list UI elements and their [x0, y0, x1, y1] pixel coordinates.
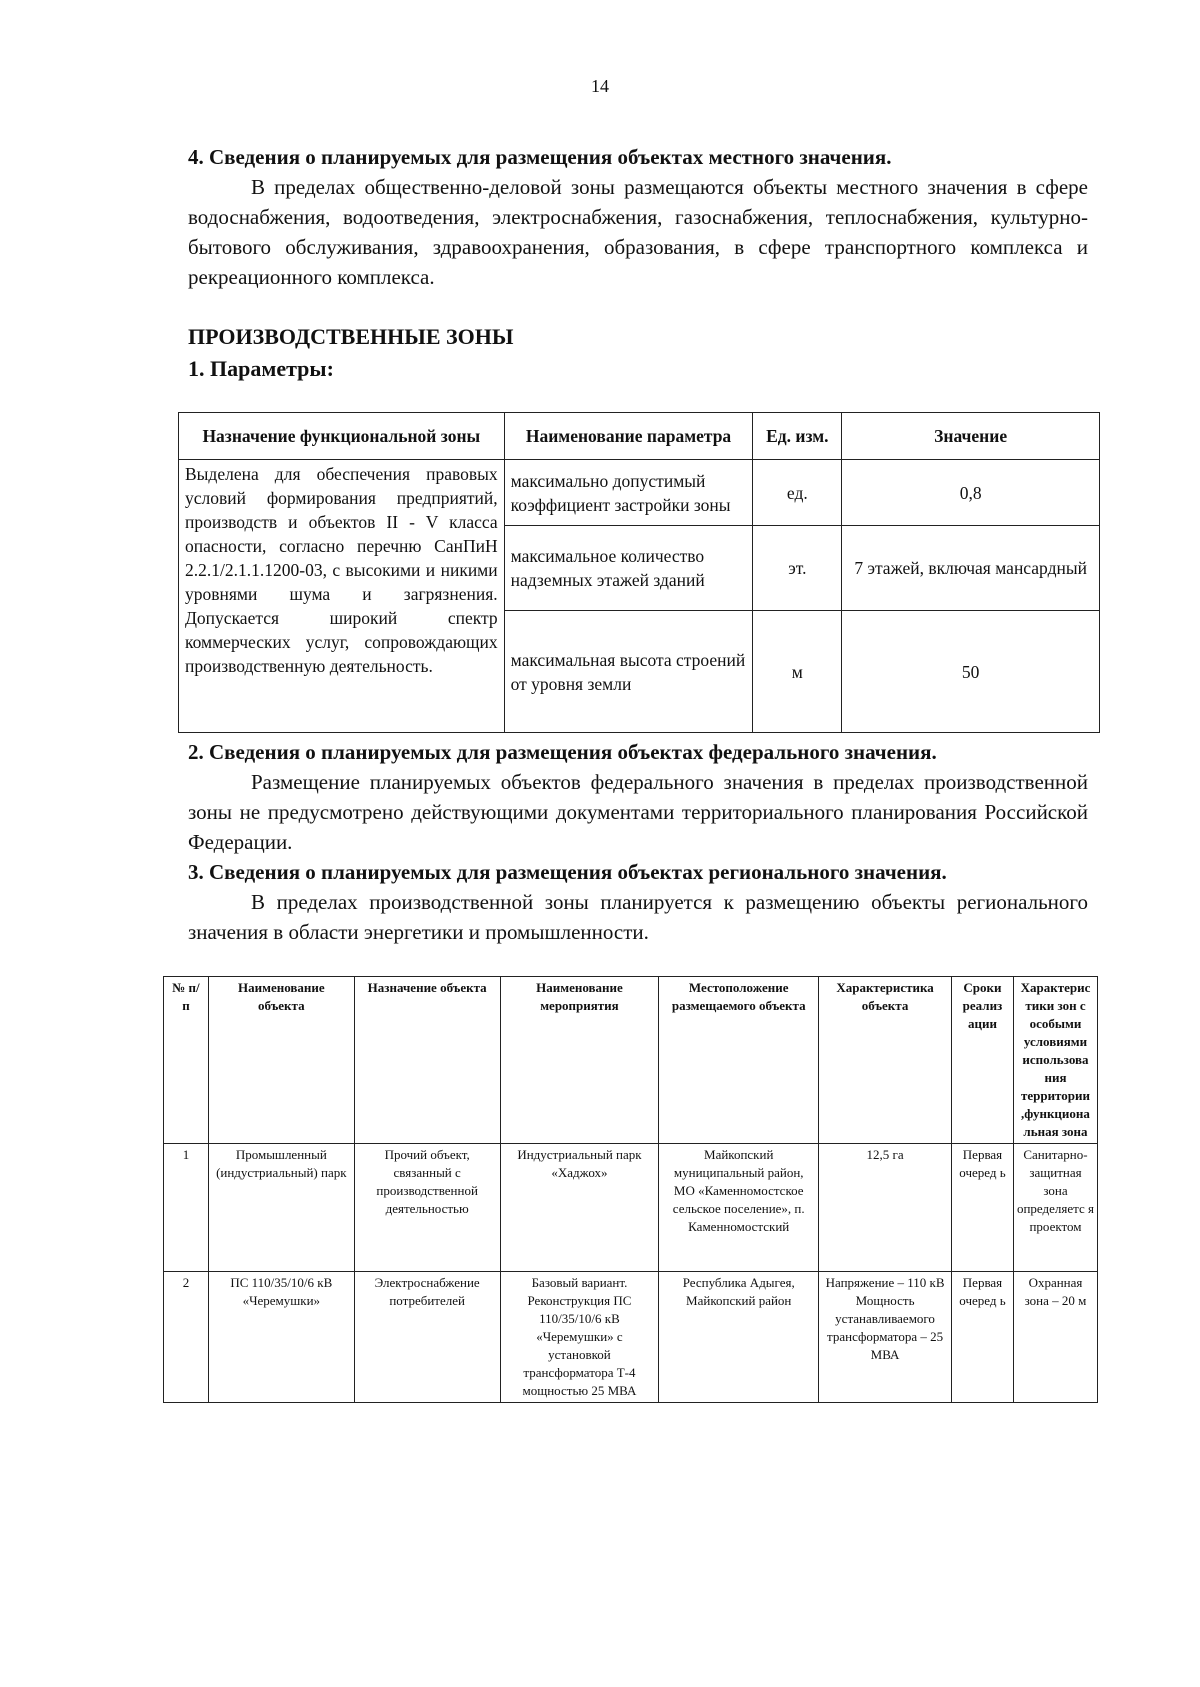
object-name-cell: Промышленный (индустриальный) парк: [208, 1144, 354, 1272]
params-header-purpose: Назначение функциональной зоны: [179, 413, 505, 460]
industrial-zones-title: ПРОИЗВОДСТВЕННЫЕ ЗОНЫ: [188, 324, 514, 349]
params-heading: 1. Параметры:: [188, 356, 334, 381]
object-characteristic-cell: 12,5 га: [819, 1144, 952, 1272]
regional-objects-heading: 3. Сведения о планируемых для размещения объектах регионального значения.: [188, 860, 947, 884]
objects-header-zone: Характерис тики зон с особыми условиями использова ния территории ,функциона льная зона: [1013, 977, 1097, 1144]
regional-objects-section: [188, 857, 1088, 947]
objects-header-activity: Наименование мероприятия: [500, 977, 659, 1144]
objects-header-term: Сроки реализ ации: [952, 977, 1014, 1144]
object-purpose-cell: Электроснабжение потребителей: [354, 1272, 500, 1403]
object-term-cell: Первая очеред ь: [952, 1144, 1014, 1272]
objects-table-row: [164, 1272, 1098, 1403]
object-purpose-cell: Прочий объект, связанный с производственной деятельностью: [354, 1144, 500, 1272]
object-name-cell: ПС 110/35/10/6 кВ «Черемушки»: [208, 1272, 354, 1403]
object-num-cell: 1: [164, 1144, 209, 1272]
object-zone-cell: Санитарно-защитная зона определяетс я проектом: [1013, 1144, 1097, 1272]
industrial-zones-section: [188, 322, 1088, 384]
objects-header-location: Местоположение размещаемого объекта: [659, 977, 819, 1144]
local-objects-heading: 4. Сведения о планируемых для размещения объектах местного значения.: [188, 145, 892, 169]
param-name-cell: максимальная высота строений от уровня земли: [504, 611, 753, 733]
params-header-param: Наименование параметра: [504, 413, 753, 460]
regional-objects-paragraph: В пределах производственной зоны планируется к размещению объекты регионального значения в области энергетики и промышленности.: [188, 890, 1088, 944]
federal-objects-section: [188, 737, 1088, 857]
object-activity-cell: Базовый вариант. Реконструкция ПС 110/35/10/6 кВ «Черемушки» с установкой трансформатора Т-4 мощностью 25 МВА: [500, 1272, 659, 1403]
objects-header-characteristic: Характеристика объекта: [819, 977, 952, 1144]
param-value-cell: 7 этажей, включая мансардный: [842, 526, 1100, 611]
param-value-cell: 50: [842, 611, 1100, 733]
objects-header-num: № п/п: [164, 977, 209, 1144]
object-characteristic-cell: Напряжение – 110 кВ Мощность устанавливаемого трансформатора – 25 МВА: [819, 1272, 952, 1403]
object-location-cell: Республика Адыгея, Майкопский район: [659, 1272, 819, 1403]
params-header-row: [179, 413, 1100, 460]
params-header-unit: Ед. изм.: [753, 413, 842, 460]
param-name-cell: максимальное количество надземных этажей зданий: [504, 526, 753, 611]
object-num-cell: 2: [164, 1272, 209, 1403]
object-location-cell: Майкопский муниципальный район, МО «Каменномостское сельское поселение», п. Каменномостский: [659, 1144, 819, 1272]
objects-header-row: [164, 977, 1098, 1144]
local-objects-section: [188, 142, 1088, 292]
objects-table: [163, 976, 1098, 1403]
params-row: [179, 460, 1100, 526]
param-unit-cell: м: [753, 611, 842, 733]
page-number: 14: [591, 76, 609, 96]
param-unit-cell: эт.: [753, 526, 842, 611]
objects-header-purpose: Назначение объекта: [354, 977, 500, 1144]
federal-objects-paragraph: Размещение планируемых объектов федерального значения в пределах производственной зоны не предусмотрено действующими документами территориального планирования Российской Федерации.: [188, 770, 1088, 854]
zone-purpose-cell: Выделена для обеспечения правовых условий формирования предприятий, производств и объектов II - V класса опасности, согласно перечню СанПиН 2.2.1/2.1.1.1200-03, с высокими и никими уровнями шума и загрязнения. Допускается широкий спектр коммерческих услуг, сопровождающих производственную деятельность.: [179, 460, 505, 733]
object-zone-cell: Охранная зона – 20 м: [1013, 1272, 1097, 1403]
params-header-value: Значение: [842, 413, 1100, 460]
param-name-cell: максимально допустимый коэффициент застройки зоны: [504, 460, 753, 526]
objects-table-row: [164, 1144, 1098, 1272]
federal-objects-heading: 2. Сведения о планируемых для размещения объектах федерального значения.: [188, 740, 937, 764]
param-value-cell: 0,8: [842, 460, 1100, 526]
params-table: [178, 412, 1100, 733]
objects-header-name: Наименование объекта: [208, 977, 354, 1144]
param-unit-cell: ед.: [753, 460, 842, 526]
object-activity-cell: Индустриальный парк «Хаджох»: [500, 1144, 659, 1272]
local-objects-paragraph: В пределах общественно-деловой зоны размещаются объекты местного значения в сфере водоснабжения, водоотведения, электроснабжения, газоснабжения, теплоснабжения, культурно-бытового обслуживания, здравоохранения, образования, в сфере транспортного комплекса и рекреационного комплекса.: [188, 175, 1088, 289]
object-term-cell: Первая очеред ь: [952, 1272, 1014, 1403]
